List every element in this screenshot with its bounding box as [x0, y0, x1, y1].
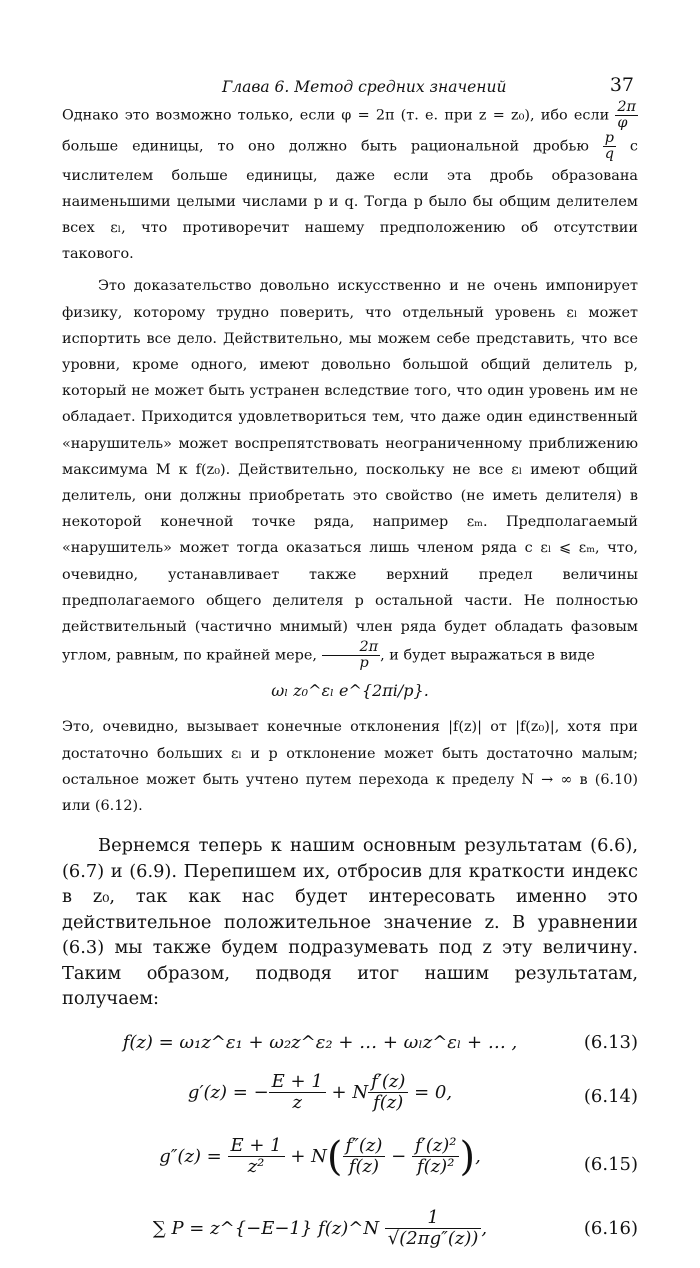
book-page [62, 70, 638, 1268]
equation-6-14-tag: (6.14) [583, 1085, 638, 1107]
small-print-section [62, 100, 638, 819]
equation-6-16-body: ∑ P = z^{−E−1} f(z)^N $\frac{1}{√(2\pi g''(z))}$ , [152, 1206, 488, 1250]
paragraph-2 [62, 273, 638, 671]
frac-1-over-sqrt: $\frac{1}{√(2\pi g''(z))}$ [385, 1208, 482, 1250]
equation-6-13 [62, 1022, 638, 1068]
frac-e-plus-1-over-z: $\frac{E + 1}{z}$ [269, 1072, 326, 1114]
page-number: 37 [609, 74, 634, 96]
paragraph-1-text-a: Однако это возможно только, если φ = 2π (т. е. при z = z₀), ибо если [62, 107, 616, 124]
paragraph-4: Вернемся теперь к нашим основным результатам (6.6), (6.7) и (6.9). Перепишем их, отбросив для краткости индекс в z₀, так как нас будет интересовать именно это действительное положительное значение z. В уравнении (6.3) мы также будем подразумевать под z эту величину. Таким образом, подводя итог нашим результатам, получаем: [62, 835, 638, 1010]
equation-6-13-body: f(z) = ω₁z^ε₁ + ω₂z^ε₂ + … + ωₗz^εₗ + … , [122, 1031, 518, 1053]
fraction-2pi-over-phi: $\frac{2\pi}{\varphi}$ [617, 99, 636, 132]
paragraph-2-text-b: , и будет выражаться в виде [380, 647, 595, 664]
frac-fprime-over-f: $\frac{f'(z)}{f(z)}$ [368, 1072, 408, 1114]
equation-6-14-body: g′(z) = − $\frac{E + 1}{z}$ + N $\frac{f'(z)}{f(z)}$ = 0, [187, 1070, 453, 1114]
frac-fprime2-over-f2: $\frac{\text{f′(z)²}}{\text{f(z)²}}$ [412, 1136, 460, 1178]
equation-6-13-tag: (6.13) [583, 1031, 638, 1053]
paragraph-1 [62, 100, 638, 267]
page-header [62, 70, 638, 100]
main-text-section [62, 833, 638, 1012]
equation-6-15-body: g″(z) = $\frac{E + 1}{\text{z²}}$ + N( $\frac{f''(z)}{f(z)}$ − $\frac{\text{f′(z)²}}{\text{f(z)²}}$ ), [159, 1133, 481, 1180]
running-title: Глава 6. Метод средних значений [222, 78, 507, 96]
paragraph-2-text-a: Это доказательство довольно искусственно и не очень импонирует физику, которому трудно поверить, что отдельный уровень εₗ может испортить все дело. Действительно, мы можем себе представить, что все уровни, кроме одного, имеют довольно большой общий делитель p, который не может быть устранен вследствие того, что один уровень им не обладает. Приходится удовлетвориться тем, что даже один единственный «нарушитель» может воспрепятствовать неограниченному приближению максимума M к f(z₀). Действительно, поскольку не все εₗ имеют общий делитель, они должны приобретать это свойство (не иметь делителя) в некоторой конечной точке ряда, например εₘ. Предполагаемый «нарушитель» может тогда оказаться лишь членом ряда с εₗ ⩽ εₘ, что, очевидно, устанавливает также верхний предел величины предполагаемого общего делителя p остальной части. Не полностью действительный (частично мнимый) член ряда будет обладать фазовым углом, равным, по крайней мере, [62, 278, 638, 664]
frac-e-plus-1-over-z2: $\frac{E + 1}{\text{z²}}$ [228, 1136, 285, 1178]
equation-6-15-tag: (6.15) [583, 1153, 638, 1175]
paragraph-1-text-b: больше единицы, то оно должно быть рациональной дробью [62, 138, 603, 155]
frac-fdoubleprime-over-f: $\frac{f''(z)}{f(z)}$ [343, 1136, 386, 1178]
paragraph-3: Это, очевидно, вызывает конечные отклонения |f(z)| от |f(z₀)|, хотя при достаточно больших εₗ и p отклонение может быть достаточно малым; остальное может быть учтено путем перехода к пределу N → ∞ в (6.10) или (6.12). [62, 719, 638, 815]
equation-6-16-tag: (6.16) [583, 1217, 638, 1239]
paragraph-1-text-c: с числителем больше единицы, даже если эта дробь образована наименьшими целыми числами p и q. Тогда p было бы общим делителем всех εₗ, что противоречит нашему предположению об отсутствии такового. [62, 138, 638, 263]
equation-6-15 [62, 1130, 638, 1202]
display-formula: ωₗ z₀^εₗ e^{2πi/p}. [271, 681, 429, 701]
equation-6-14 [62, 1068, 638, 1130]
fraction-p-over-q: $\frac{p}{q}$ [604, 130, 614, 163]
equation-6-16 [62, 1202, 638, 1268]
fraction-2pi-over-p: $\frac{2\pi}{p}$ [322, 640, 381, 671]
